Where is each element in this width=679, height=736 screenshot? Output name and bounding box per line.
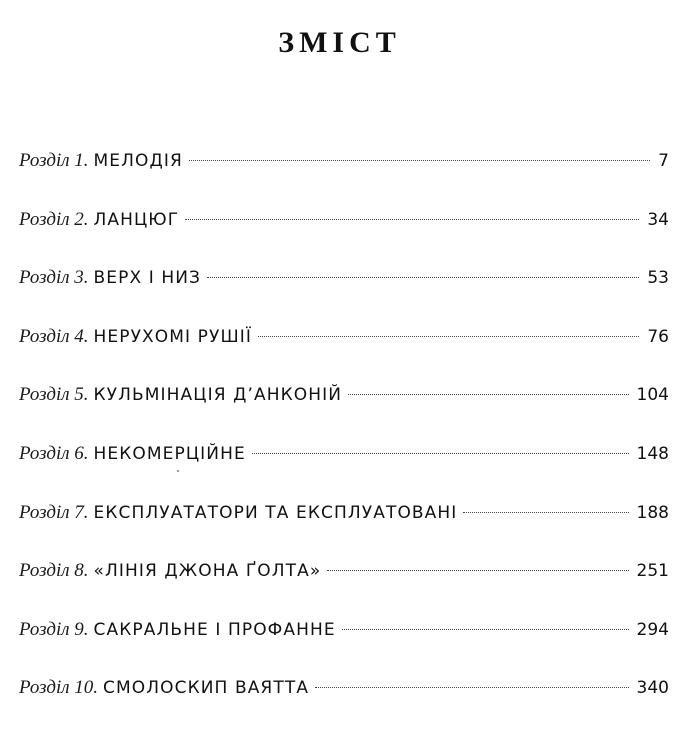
- chapter-title: ВЕРХ І НИЗ: [93, 268, 202, 289]
- chapter-prefix: Розділ 9.: [19, 618, 89, 640]
- scan-speck: [177, 470, 179, 472]
- chapter-title: ЛАНЦЮГ: [93, 209, 180, 230]
- toc-entry-1: [19, 150, 669, 209]
- chapter-prefix: Розділ 4.: [19, 325, 89, 347]
- chapter-title: НЕКОМЕРЦІЙНЕ: [93, 443, 246, 464]
- page-number: 53: [647, 268, 669, 289]
- dot-leader: [315, 687, 629, 688]
- page-number: 7: [658, 151, 669, 171]
- chapter-title: ЕКСПЛУАТАТОРИ ТА ЕКСПЛУАТОВАНІ: [93, 502, 458, 523]
- chapter-prefix: Розділ 3.: [19, 267, 89, 289]
- toc-entry-10: [19, 677, 669, 736]
- dot-leader: [258, 336, 639, 337]
- toc-entry-2: [19, 209, 669, 268]
- chapter-prefix: Розділ 5.: [19, 384, 89, 406]
- toc-entry-9: [19, 619, 669, 678]
- table-of-contents: [19, 150, 669, 736]
- chapter-title: НЕРУХОМІ РУШІЇ: [93, 326, 252, 347]
- chapter-prefix: Розділ 8.: [19, 560, 89, 582]
- chapter-title: САКРАЛЬНЕ І ПРОФАННЕ: [93, 619, 336, 640]
- page-number: 188: [636, 502, 669, 523]
- page-number: 294: [636, 619, 669, 640]
- chapter-prefix: Розділ 10.: [19, 677, 99, 699]
- toc-entry-7: [19, 502, 669, 561]
- chapter-prefix: Розділ 6.: [19, 442, 89, 464]
- page-number: 104: [636, 385, 669, 406]
- page-number: 148: [636, 443, 669, 464]
- chapter-prefix: Розділ 1.: [19, 150, 89, 171]
- page-number: 34: [647, 209, 669, 230]
- dot-leader: [463, 512, 628, 513]
- chapter-prefix: Розділ 7.: [19, 501, 89, 523]
- dot-leader: [252, 453, 629, 454]
- toc-entry-8: [19, 560, 669, 619]
- page-title: ЗМІСТ: [278, 26, 401, 60]
- toc-entry-5: [19, 384, 669, 443]
- dot-leader: [342, 629, 629, 630]
- page-number: 340: [636, 678, 669, 699]
- toc-entry-3: [19, 267, 669, 326]
- dot-leader: [327, 570, 628, 571]
- dot-leader: [207, 277, 639, 278]
- dot-leader: [348, 394, 628, 395]
- page-number: 251: [636, 561, 669, 582]
- toc-entry-4: [19, 326, 669, 385]
- chapter-title: «ЛІНІЯ ДЖОНА ҐОЛТА»: [93, 561, 322, 582]
- toc-entry-6: [19, 443, 669, 502]
- chapter-title: СМОЛОСКИП ВАЯТТА: [103, 678, 310, 699]
- chapter-title: МЕЛОДІЯ: [93, 151, 183, 171]
- chapter-prefix: Розділ 2.: [19, 208, 89, 230]
- dot-leader: [189, 160, 650, 161]
- page-number: 76: [647, 326, 669, 347]
- chapter-title: КУЛЬМІНАЦІЯ Д’АНКОНІЙ: [93, 385, 343, 406]
- dot-leader: [185, 219, 639, 220]
